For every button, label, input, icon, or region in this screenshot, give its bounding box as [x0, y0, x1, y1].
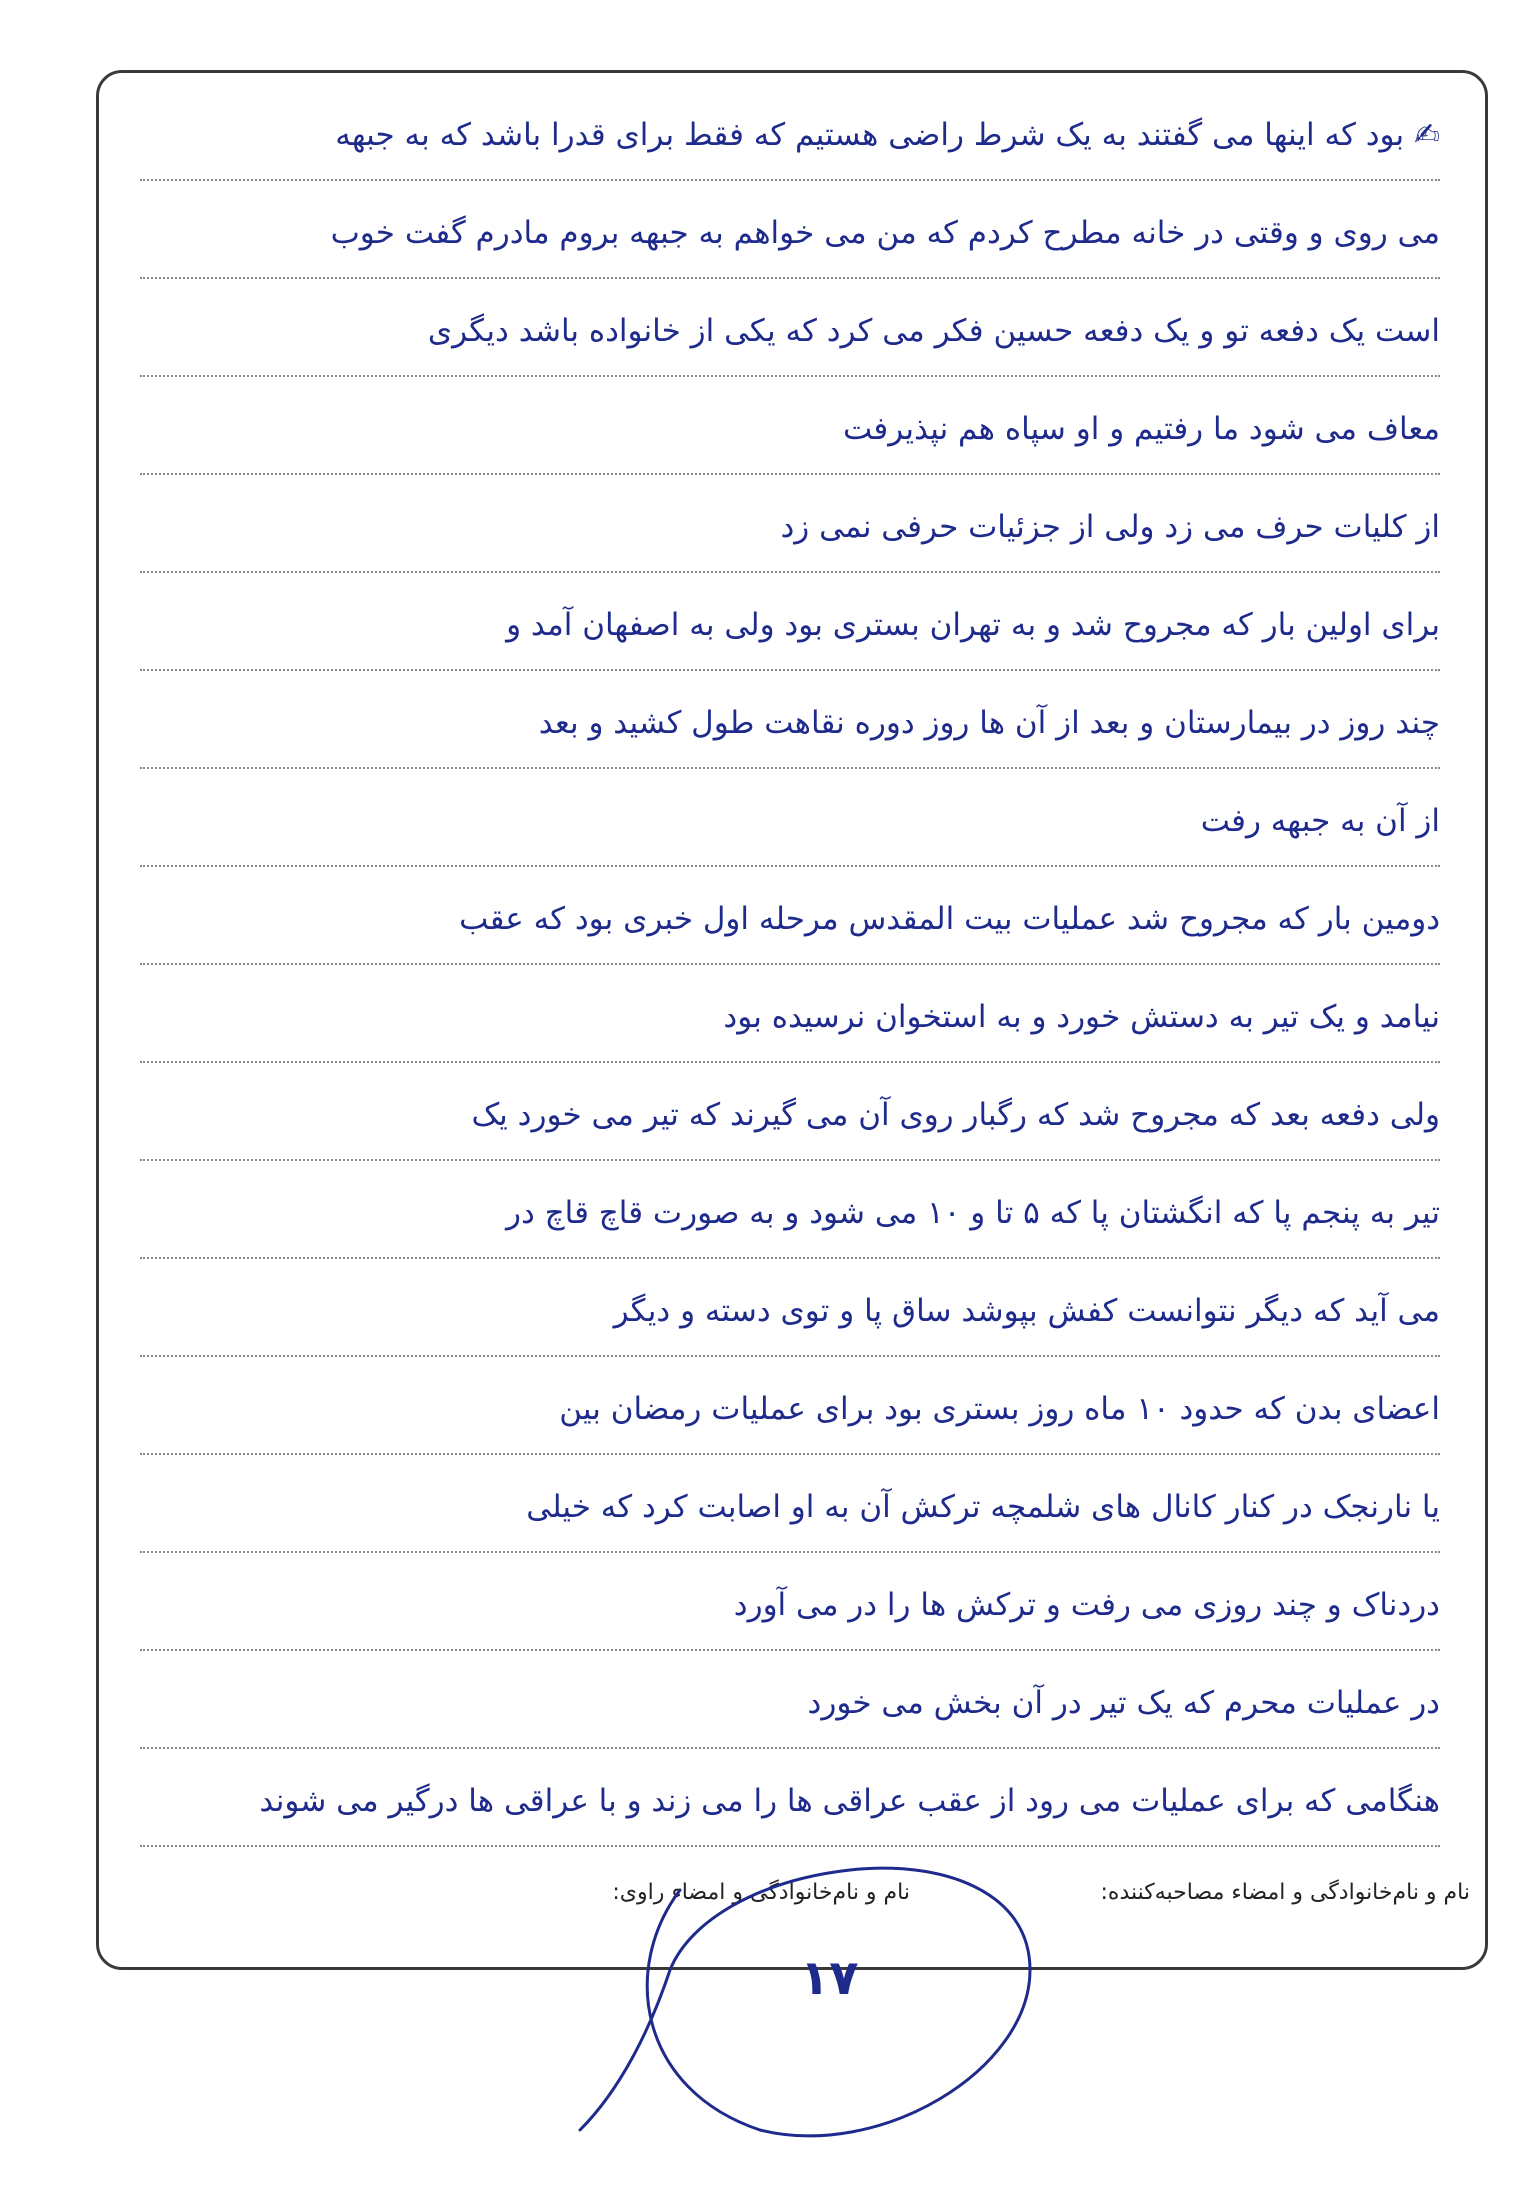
- text-line-14: اعضای بدن که حدود ۱۰ ماه روز بستری بود برای عملیات رمضان بین: [140, 1379, 1440, 1455]
- text-line-17: در عملیات محرم که یک تیر در آن بخش می خورد: [140, 1673, 1440, 1749]
- text-line-3: است یک دفعه تو و یک دفعه حسین فکر می کرد که یکی از خانواده باشد دیگری: [140, 301, 1440, 377]
- text-line-5: از کلیات حرف می زد ولی از جزئیات حرفی نمی زد: [140, 497, 1440, 573]
- text-line-9: دومین بار که مجروح شد عملیات بیت المقدس مرحله اول خبری بود که عقب: [140, 889, 1440, 965]
- text-line-16: دردناک و چند روزی می رفت و ترکش ها را در می آورد: [140, 1575, 1440, 1651]
- page-number: ۱۷: [800, 1950, 859, 2006]
- text-line-12: تیر به پنجم پا که انگشتان پا که ۵ تا و ۱۰ می شود و به صورت قاچ قاچ در: [140, 1183, 1440, 1259]
- text-line-7: چند روز در بیمارستان و بعد از آن ها روز دوره نقاهت طول کشید و بعد: [140, 693, 1440, 769]
- text-line-11: ولی دفعه بعد که مجروح شد که رگبار روی آن می گیرند که تیر می خورد یک: [140, 1085, 1440, 1161]
- text-line-8: از آن به جبهه رفت: [140, 791, 1440, 867]
- text-line-6: برای اولین بار که مجروح شد و به تهران بستری بود ولی به اصفهان آمد و: [140, 595, 1440, 671]
- text-line-13: می آید که دیگر نتوانست کفش بپوشد ساق پا و توی دسته و دیگر: [140, 1281, 1440, 1357]
- text-line-2: می روی و وقتی در خانه مطرح کردم که من می خواهم به جبهه بروم مادرم گفت خوب: [140, 203, 1440, 279]
- text-line-15: یا نارنجک در کنار کانال های شلمچه ترکش آن به او اصابت کرد که خیلی: [140, 1477, 1440, 1553]
- text-line-18: هنگامی که برای عملیات می رود از عقب عراقی ها را می زند و با عراقی ها درگیر می شوند: [140, 1771, 1440, 1847]
- text-line-4: معاف می شود ما رفتیم و او سپاه هم نپذیرفت: [140, 399, 1440, 475]
- narrator-signature-label: نام و نام‌خانوادگی و امضاء راوی:: [612, 1880, 910, 1905]
- text-line-1: ✍ بود که اینها می گفتند به یک شرط راضی هستیم که فقط برای قدرا باشد که به جبهه: [140, 105, 1440, 181]
- interviewer-signature-label: نام و نام‌خانوادگی و امضاء مصاحبه‌کننده:: [1100, 1880, 1470, 1905]
- handwritten-lines: [140, 105, 1440, 1885]
- text-line-10: نیامد و یک تیر به دستش خورد و به استخوان نرسیده بود: [140, 987, 1440, 1063]
